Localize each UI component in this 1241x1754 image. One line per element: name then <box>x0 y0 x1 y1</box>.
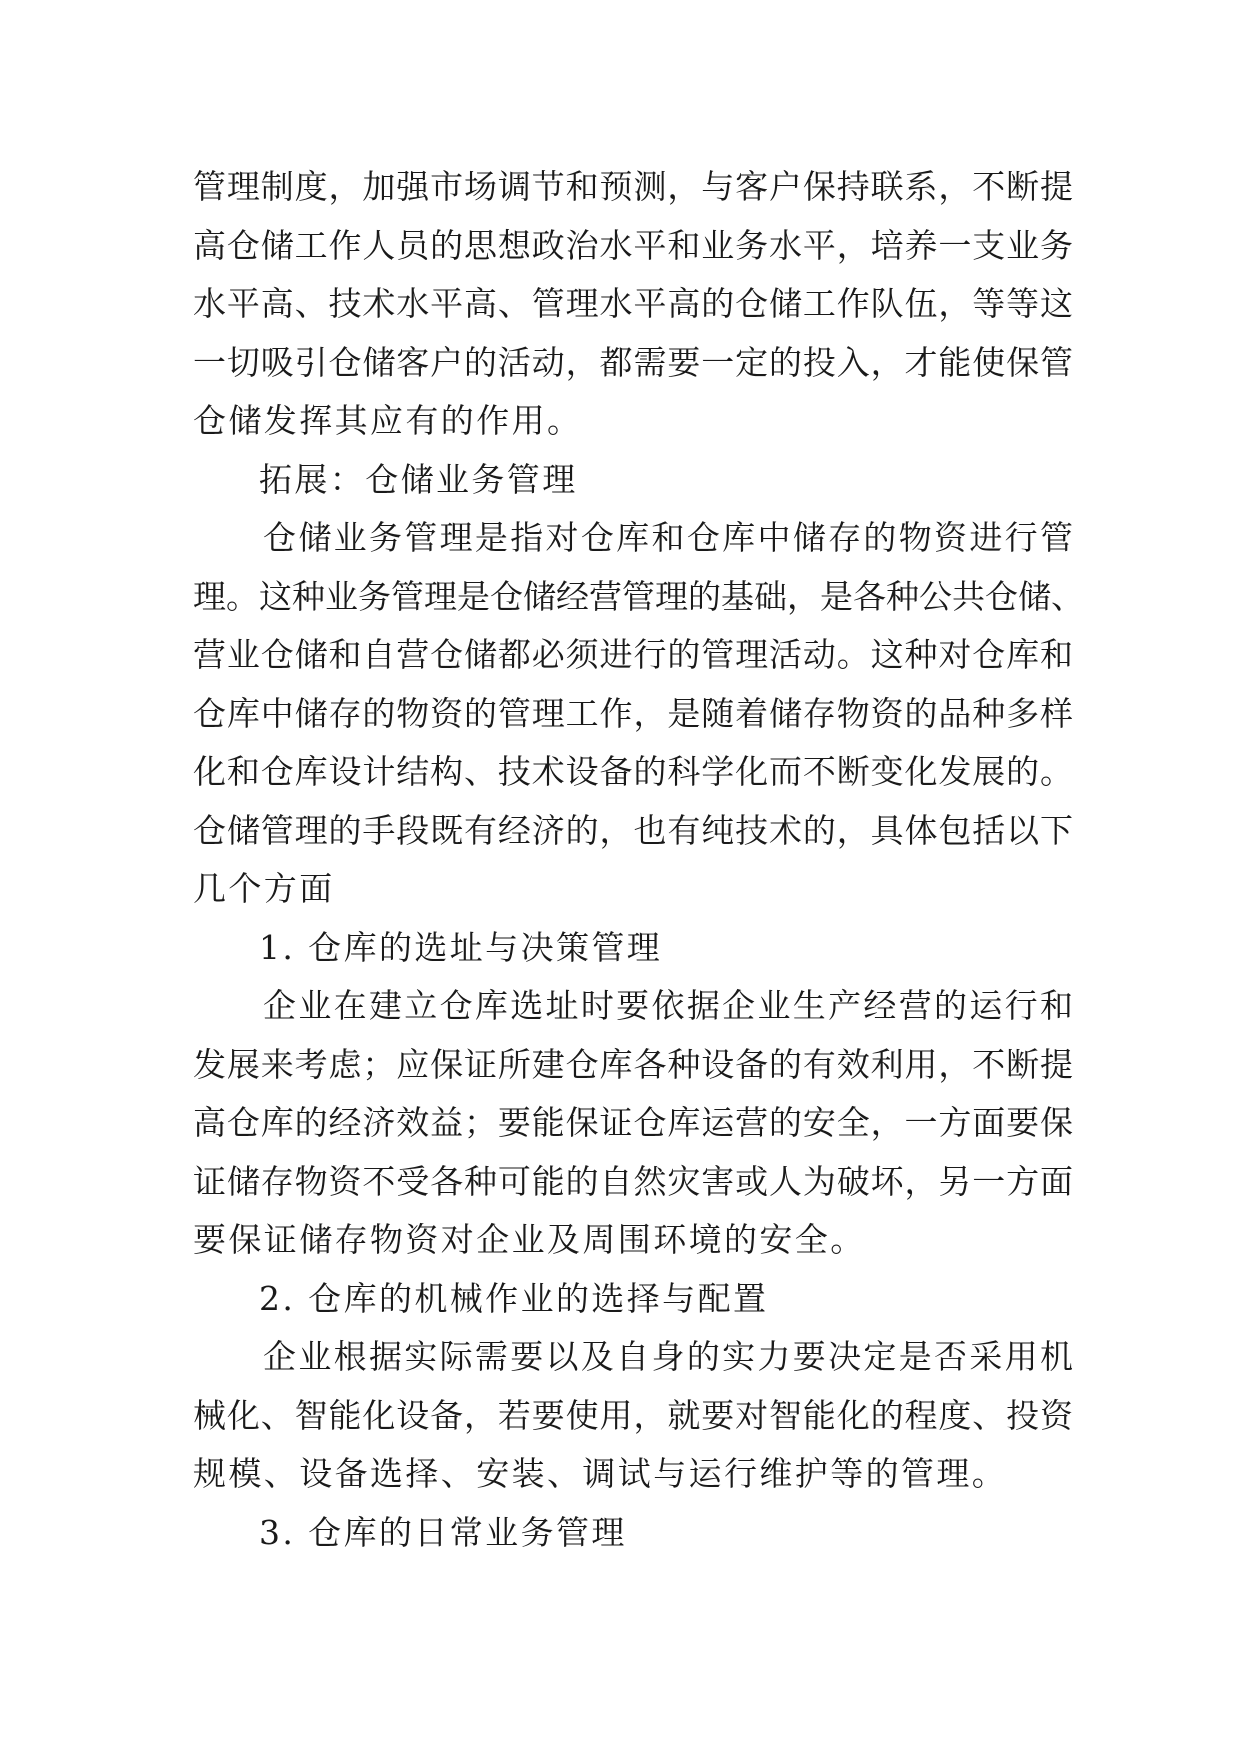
list-heading: 2. 仓库的机械作业的选择与配置 <box>259 1278 769 1318</box>
text-line: 证储存物资不受各种可能的自然灾害或人为破坏，另一方面 <box>193 1161 1073 1201</box>
text-line: 要保证储存物资对企业及周围环境的安全。 <box>193 1220 866 1259</box>
text-line: 仓储管理的手段既有经济的，也有纯技术的，具体包括以下 <box>193 810 1073 850</box>
list-heading: 3. 仓库的日常业务管理 <box>259 1512 627 1552</box>
text-line: 几个方面 <box>193 869 335 908</box>
text-line: 企业根据实际需要以及自身的实力要决定是否采用机 <box>263 1337 1073 1376</box>
text-line: 发展来考虑；应保证所建仓库各种设备的有效利用，不断提 <box>193 1044 1073 1084</box>
text-line: 高仓储工作人员的思想政治水平和业务水平，培养一支业务 <box>193 225 1073 265</box>
text-line: 水平高、技术水平高、管理水平高的仓储工作队伍，等等这 <box>193 284 1073 323</box>
text-line: 一切吸引仓储客户的活动，都需要一定的投入，才能使保管 <box>193 342 1073 382</box>
document-page <box>193 158 1084 1562</box>
text-line: 营业仓储和自营仓储都必须进行的管理活动。这种对仓库和 <box>193 635 1073 674</box>
text-line: 管理制度，加强市场调节和预测，与客户保持联系，不断提 <box>193 167 1073 206</box>
text-line: 企业在建立仓库选址时要依据企业生产经营的运行和 <box>263 986 1073 1025</box>
text-line: 仓库中储存的物资的管理工作，是随着储存物资的品种多样 <box>193 693 1073 733</box>
text-line: 械化、智能化设备，若要使用，就要对智能化的程度、投资 <box>193 1395 1073 1435</box>
section-heading: 拓展：仓储业务管理 <box>259 459 578 499</box>
text-line: 高仓库的经济效益；要能保证仓库运营的安全，一方面要保 <box>193 1103 1073 1142</box>
text-line: 化和仓库设计结构、技术设备的科学化而不断变化发展的。 <box>193 752 1073 791</box>
text-line: 规模、设备选择、安装、调试与运行维护等的管理。 <box>193 1454 1008 1493</box>
text-line: 理。这种业务管理是仓储经营管理的基础，是各种公共仓储、 <box>193 576 1084 616</box>
text-line: 仓储发挥其应有的作用。 <box>193 401 583 440</box>
list-heading: 1. 仓库的选址与决策管理 <box>259 927 663 967</box>
text-line: 仓储业务管理是指对仓库和仓库中储存的物资进行管 <box>263 518 1073 557</box>
